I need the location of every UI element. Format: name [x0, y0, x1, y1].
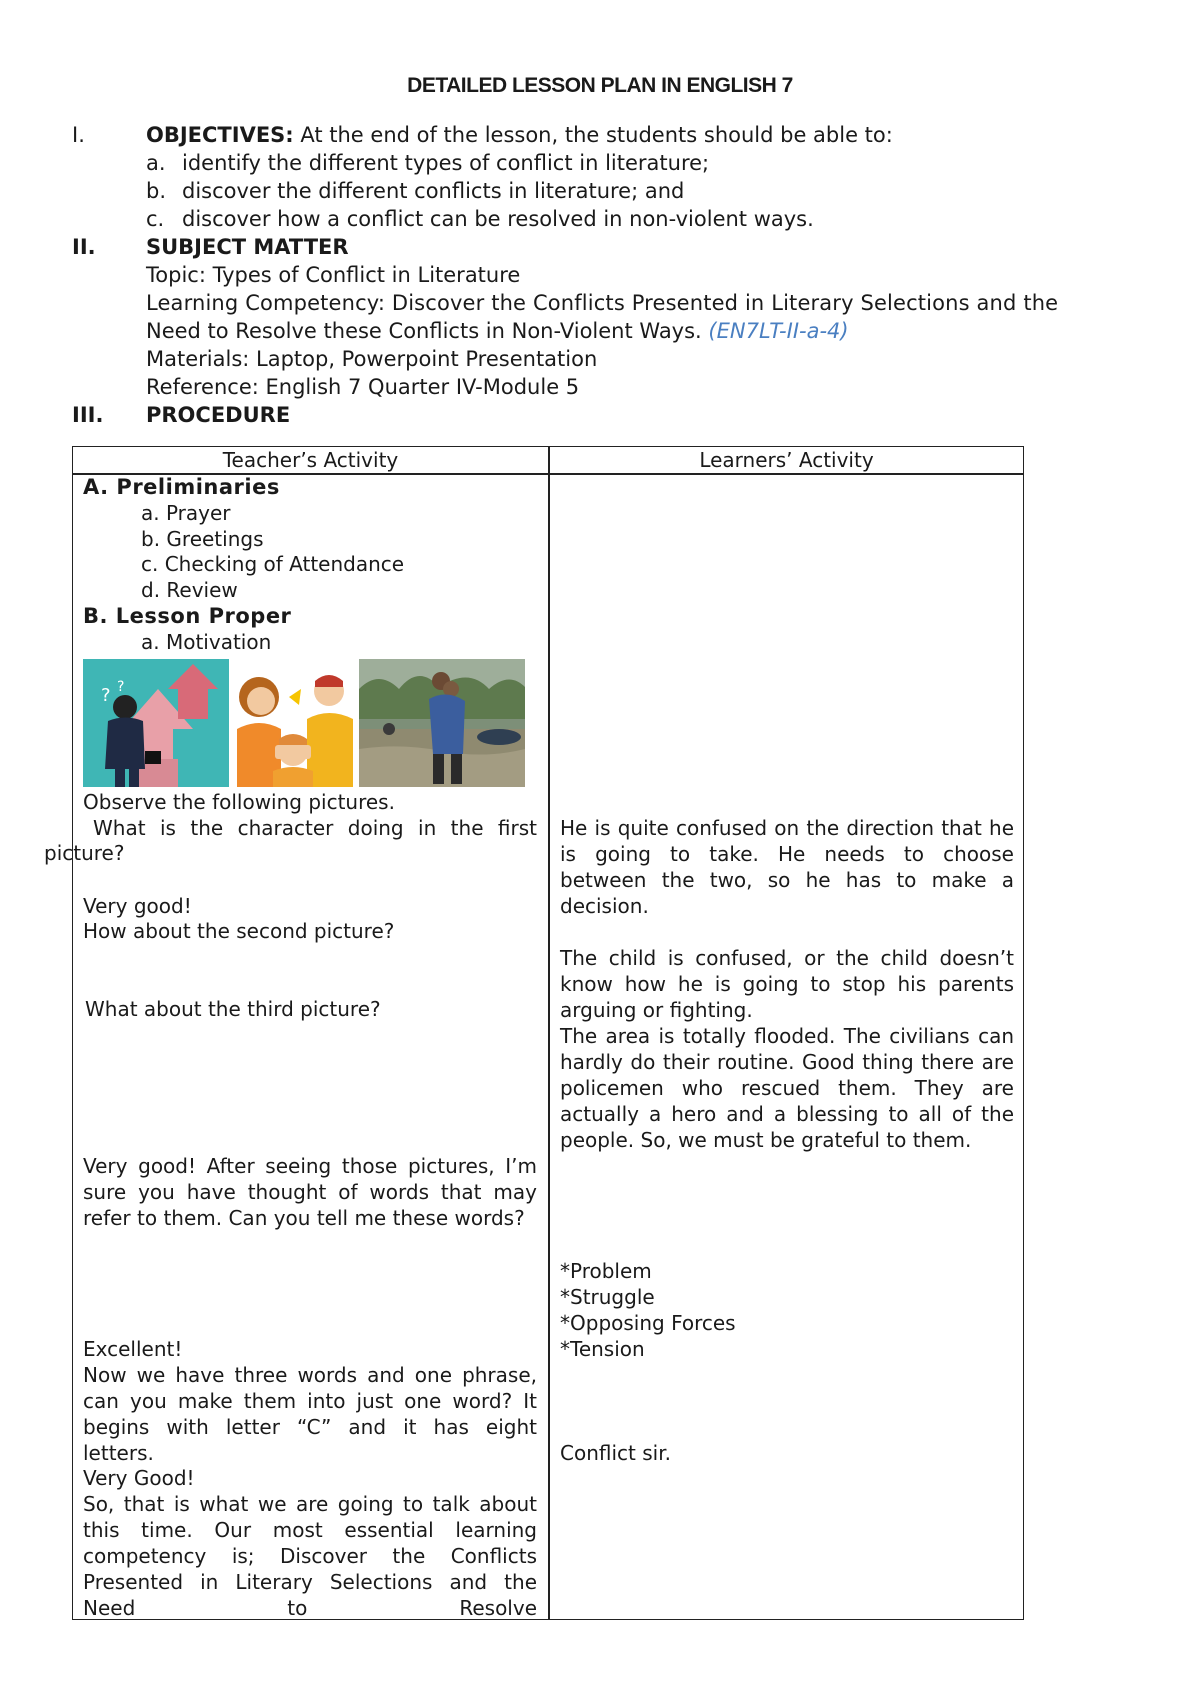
word-struggle: *Struggle	[560, 1285, 655, 1309]
procedure-heading: PROCEDURE	[146, 403, 291, 427]
svg-text:?: ?	[117, 679, 125, 695]
competency-text: Need to Resolve these Conflicts in Non-Violent Ways.	[146, 319, 709, 343]
flood-rescue-picture	[359, 659, 525, 787]
word-opposing-forces: *Opposing Forces	[560, 1311, 736, 1335]
competency-code: (EN7LT-II-a-4)	[708, 319, 849, 343]
prelim-prayer: a. Prayer	[141, 501, 231, 525]
teacher-activity-header: Teacher’s Activity	[222, 448, 399, 472]
prelim-greetings: b. Greetings	[141, 527, 264, 551]
objective-a-letter: a.	[146, 151, 166, 175]
objectives-line	[146, 121, 893, 149]
objectives-intro: At the end of the lesson, the students should be able to:	[293, 123, 893, 147]
answer-third-picture: The area is totally flooded. The civilians can hardly do their routine. Good thing there are policemen who rescued them. They are actually a hero and a blessing to all of the people. So, we must be grateful to them.	[560, 1024, 1014, 1152]
excellent-text: Excellent!	[83, 1337, 183, 1361]
competency-line-2	[146, 317, 849, 345]
materials-line: Materials: Laptop, Powerpoint Presentation	[146, 347, 598, 371]
question-second-picture: How about the second picture?	[83, 919, 395, 943]
objective-b-letter: b.	[146, 179, 167, 203]
svg-text:?: ?	[101, 685, 111, 706]
objective-a: identify the different types of conflict in literature;	[182, 151, 710, 175]
procedure-table	[44, 446, 1024, 1620]
learner-activity-header: Learners’ Activity	[699, 448, 874, 472]
prelim-review: d. Review	[141, 578, 238, 602]
parents-arguing-picture	[229, 659, 359, 787]
procedure-numeral: III.	[72, 403, 104, 427]
reference-line: Reference: English 7 Quarter IV-Module 5	[146, 375, 580, 399]
question-first-picture-wrap: picture?	[44, 841, 125, 865]
subject-matter-numeral: II.	[72, 235, 96, 259]
motivation-label: a. Motivation	[141, 630, 272, 654]
objective-b: discover the different conflicts in literature; and	[182, 179, 685, 203]
combine-words-prompt: Now we have three words and one phrase, can you make them into just one word? It begins with letter “C” and it has eight letters.	[83, 1363, 537, 1465]
very-good-1: Very good!	[83, 894, 192, 918]
answer-second-picture: The child is confused, or the child doesn’t know how he is going to stop his parents arguing or fighting.	[560, 946, 1014, 1022]
objectives-heading: OBJECTIVES:	[146, 123, 294, 147]
word-problem: *Problem	[560, 1259, 652, 1283]
words-prompt: Very good! After seeing those pictures, I’m sure you have thought of words that may refer to them. Can you tell me these words?	[83, 1154, 537, 1230]
answer-first-picture: He is quite confused on the direction that he is going to take. He needs to choose between the two, so he has to make a decision.	[560, 816, 1014, 918]
objective-c: discover how a conflict can be resolved in non-violent ways.	[182, 207, 814, 231]
competency-talk-text: So, that is what we are going to talk about this time. Our most essential learning competency is; Discover the Conflicts Presented in Literary Selections and the Need to Resolve	[83, 1492, 537, 1620]
column-divider	[548, 447, 550, 1619]
observe-pictures-text: Observe the following pictures.	[83, 790, 395, 814]
lesson-proper-heading: B. Lesson Proper	[83, 604, 292, 628]
motivation-pictures	[83, 659, 525, 787]
subject-matter-heading: SUBJECT MATTER	[146, 235, 349, 259]
answer-conflict: Conflict sir.	[560, 1441, 671, 1465]
word-tension: *Tension	[560, 1337, 645, 1361]
question-third-picture: What about the third picture?	[85, 997, 381, 1021]
document-title: DETAILED LESSON PLAN IN ENGLISH 7	[407, 74, 793, 97]
confused-man-crossroads-picture	[83, 659, 229, 787]
objectives-numeral: I.	[72, 123, 85, 147]
question-first-picture: What is the character doing in the first	[93, 816, 537, 840]
topic-line: Topic: Types of Conflict in Literature	[146, 263, 521, 287]
very-good-2: Very Good!	[83, 1466, 195, 1490]
prelim-attendance: c. Checking of Attendance	[141, 552, 405, 576]
competency-line-1: Learning Competency: Discover the Conflicts Presented in Literary Selections and the	[146, 291, 1059, 315]
preliminaries-heading: A. Preliminaries	[83, 475, 280, 499]
objective-c-letter: c.	[146, 207, 165, 231]
